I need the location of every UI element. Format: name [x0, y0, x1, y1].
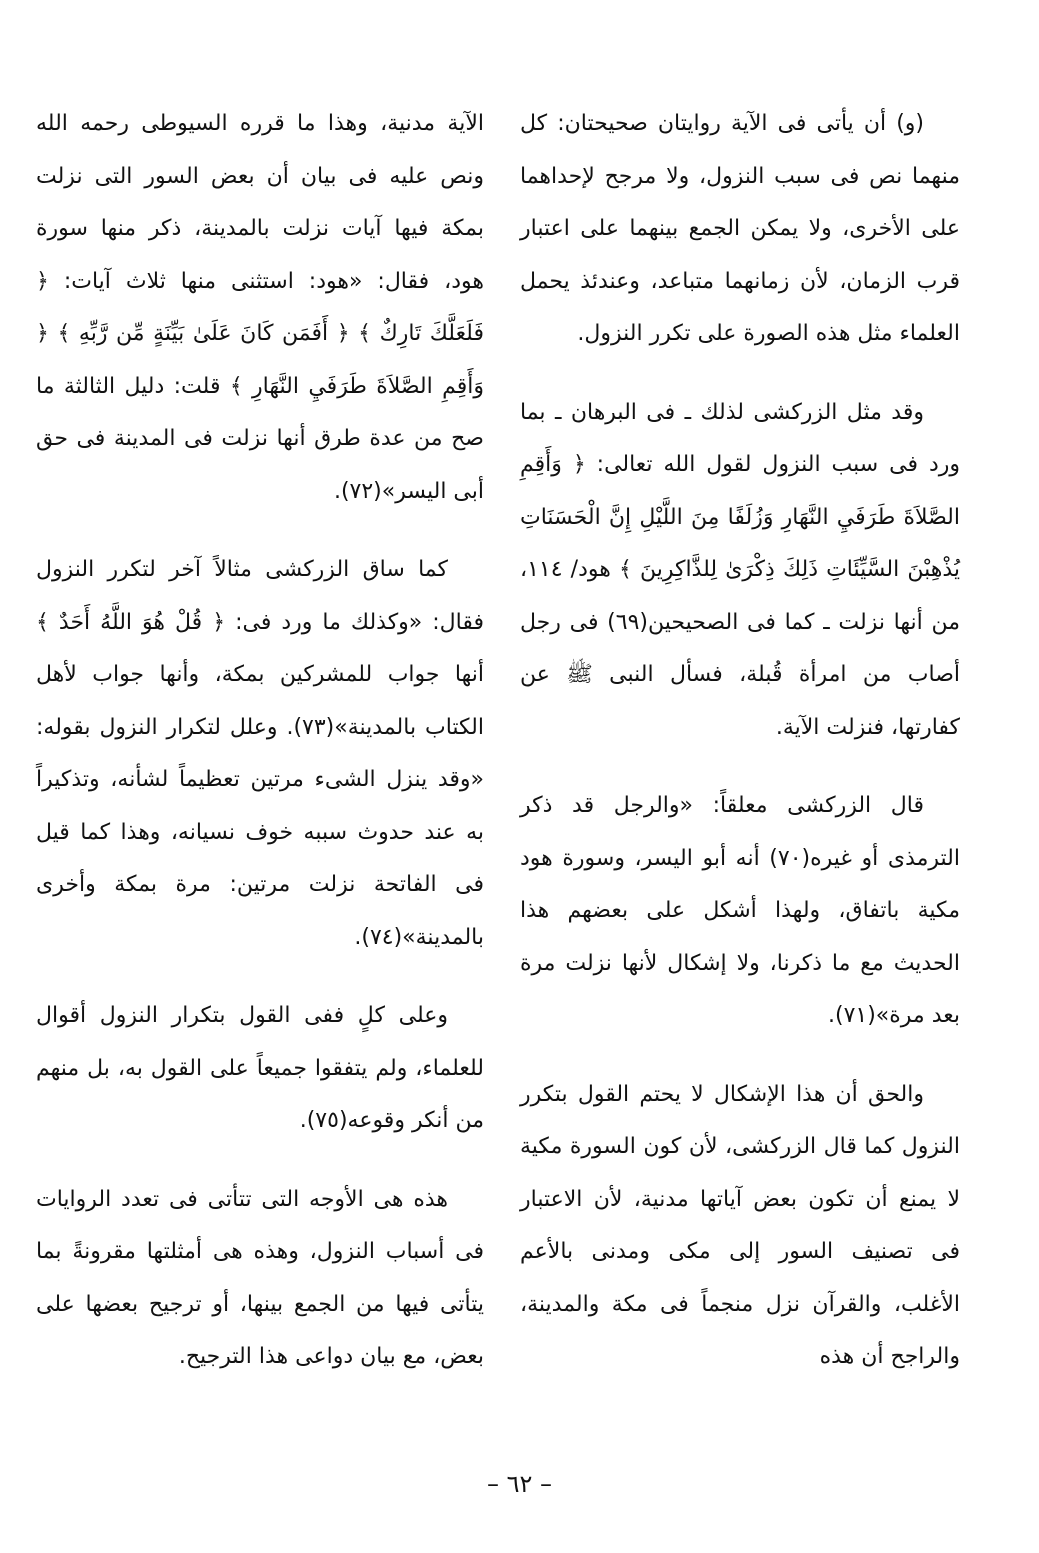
right-text-column	[520, 98, 960, 1384]
page-number: – ٦٢ –	[486, 1470, 553, 1498]
left-text-column	[36, 98, 484, 1384]
paragraph: كما ساق الزركشى مثالاً آخر لتكرر النزول فقال: «وكذلك ما ورد فى: ﴿ قُلْ هُوَ اللَّهُ أَحَدٌ ﴾ أنها جواب للمشركين بمكة، وأنها جواب لأهل الكتاب بالمدينة»(٧٣). وعلل لتكرار النزول بقوله: «وقد ينزل الشىء مرتين تعظيماً لشأنه، وتذكيراً به عند حدوث سببه خوف نسيانه، وهذا كما قيل فى الفاتحة نزلت مرتين: مرة بمكة وأخرى بالمدينة»(٧٤).	[36, 557, 484, 950]
paragraph: هذه هى الأوجه التى تتأتى فى تعدد الروايات فى أسباب النزول، وهذه هى أمثلتها مقرونةً بما يتأتى فيها من الجمع بينها، أو ترجيح بعضها على بعض، مع بيان دواعى هذا الترجيح.	[36, 1186, 484, 1369]
paragraph: الآية مدنية، وهذا ما قرره السيوطى رحمه الله ونص عليه فى بيان أن بعض السور التى نزلت بمكة فيها آيات نزلت بالمدينة، ذكر منها سورة هود، فقال: «هود: استثنى منها ثلاث آيات: ﴿ فَلَعَلَّكَ تَارِكٌ ﴾ ﴿ أَفَمَن كَانَ عَلَىٰ بَيِّنَةٍ مِّن رَّبِّهِ ﴾ ﴿ وَأَقِمِ الصَّلاَةَ طَرَفَيِ النَّهَارِ ﴾ قلت: دليل الثالثة ما صح من عدة طرق أنها نزلت فى المدينة فى حق أبى اليسر»(٧٢).	[36, 111, 484, 504]
paragraph: قال الزركشى معلقاً: «والرجل قد ذكر الترمذى أو غيره(٧٠) أنه أبو اليسر، وسورة هود مكية باتفاق، ولهذا أشكل على بعضهم هذا الحديث مع ما ذكرنا، ولا إشكال لأنها نزلت مرة بعد مرة»(٧١).	[520, 793, 960, 1028]
paragraph: وعلى كلٍ ففى القول بتكرار النزول أقوال للعلماء، ولم يتفقوا جميعاً على القول به، بل منهم من أنكر وقوعه(٧٥).	[36, 1003, 484, 1133]
paragraph: (و) أن يأتى فى الآية روايتان صحيحتان: كل منهما نص فى سبب النزول، ولا مرجح لإحداهما على الأخرى، ولا يمكن الجمع بينهما على اعتبار قرب الزمان، لأن زمانهما متباعد، وعندئذ يحمل العلماء مثل هذه الصورة على تكرر النزول.	[520, 111, 960, 346]
paragraph: وقد مثل الزركشى لذلك ـ فى البرهان ـ بما ورد فى سبب النزول لقول الله تعالى: ﴿ وَأَقِمِ الصَّلاَةَ طَرَفَيِ النَّهَارِ وَزُلَفًا مِنَ اللَّيْلِ إِنَّ الْحَسَنَاتِ يُذْهِبْنَ السَّيِّئَاتِ ذَلِكَ ذِكْرَىٰ لِلذَّاكِرِينَ ﴾ هود/ ١١٤، من أنها نزلت ـ كما فى الصحيحين(٦٩) فى رجل أصاب من امرأة قُبلة، فسأل النبى ﷺ عن كفارتها، فنزلت الآية.	[520, 399, 960, 740]
paragraph: والحق أن هذا الإشكال لا يحتم القول بتكرر النزول كما قال الزركشى، لأن كون السورة مكية لا يمنع أن تكون بعض آياتها مدنية، لأن الاعتبار فى تصنيف السور إلى مكى ومدنى بالأعم الأغلب، والقرآن نزل منجماً فى مكة والمدينة، والراجح أن هذه	[520, 1081, 960, 1369]
